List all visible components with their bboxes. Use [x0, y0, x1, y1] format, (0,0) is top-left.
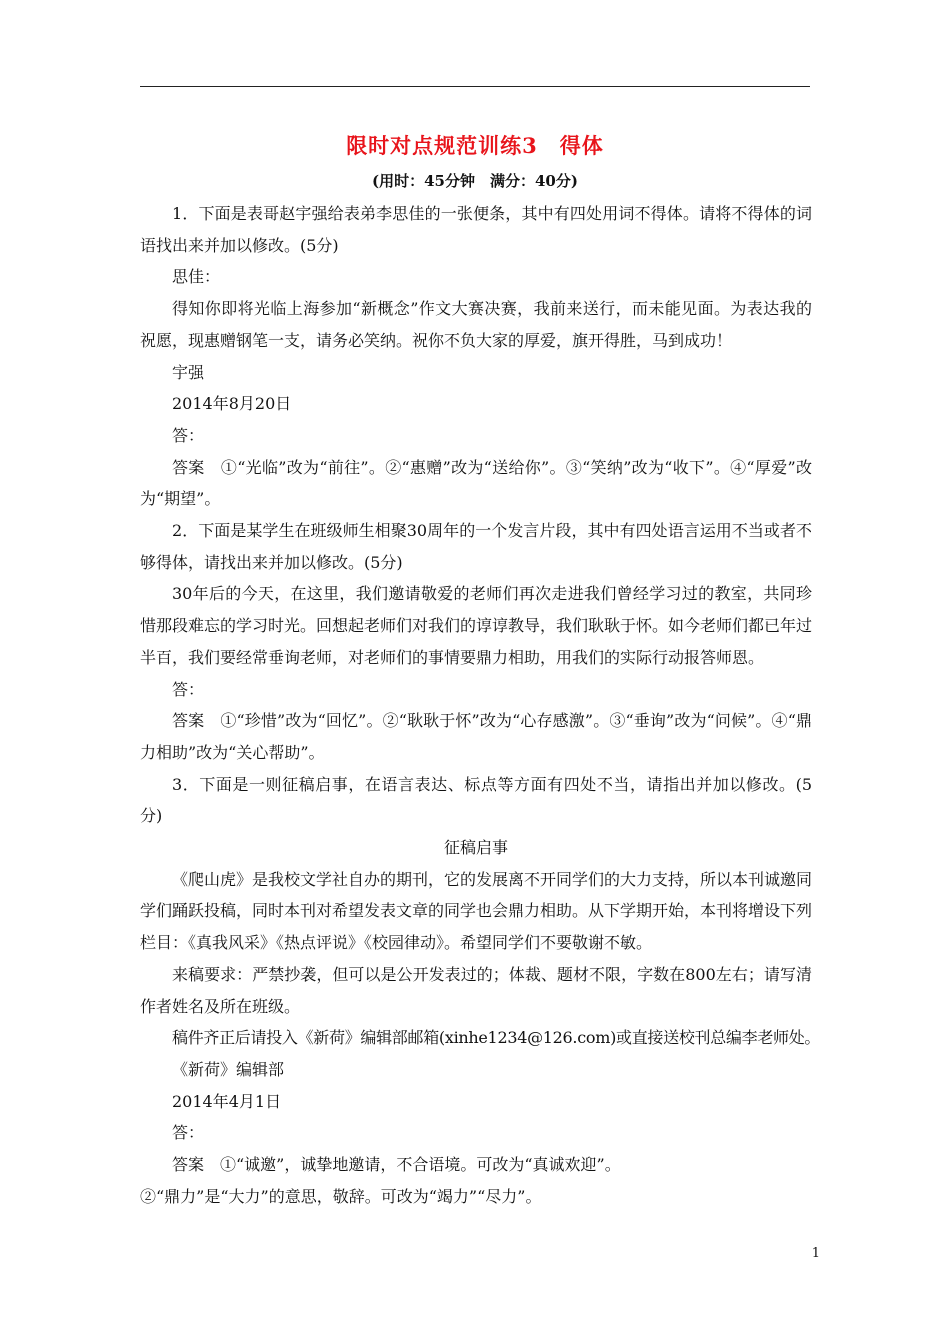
document-body [140, 198, 821, 1213]
header-rule [140, 86, 810, 87]
q3-date: 2014年4月1日 [172, 1091, 282, 1111]
q1-question: 1．下面是表哥赵宇强给表弟李思佳的一张便条，其中有四处用词不得体。请将不得体的词语找出来并加以修改。(5分) [140, 204, 812, 255]
q2-answer-prompt: 答： [172, 679, 205, 699]
q3-answer-1: 答案 ①“诚邀”，诚挚地邀请，不合语境。可改为“真诚欢迎”。 [172, 1155, 621, 1175]
q1-answer: 答案 ①“光临”改为“前往”。②“惠赠”改为“送给你”。③“笑纳”改为“收下”。④“厚爱”改为“期望”。 [140, 457, 812, 509]
q1-salutation: 思佳： [172, 267, 221, 287]
q3-notice-para2: 来稿要求：严禁抄袭，但可以是公开发表过的；体裁、题材不限，字数在800左右；请写清作者姓名及所在班级。 [140, 964, 812, 1016]
q3-question: 3．下面是一则征稿启事，在语言表达、标点等方面有四处不当，请指出并加以修改。(5分) [140, 774, 812, 826]
page-title: 限时对点规范训练3 得体 [346, 133, 604, 158]
q1-note-body: 得知你即将光临上海参加“新概念”作文大赛决赛，我前来送行，而未能见面。为表达我的祝愿，现惠赠钢笔一支，请务必笑纳。祝你不负大家的厚爱，旗开得胜，马到成功！ [140, 299, 812, 350]
q3-notice-title: 征稿启事 [443, 838, 508, 858]
q3-notice-para3: 稿件齐正后请投入《新荷》编辑部邮箱(xinhe1234@126.com)或直接送校刊总编李老师处。 [172, 1028, 821, 1048]
q2-answer: 答案 ①“珍惜”改为“回忆”。②“耿耿于怀”改为“心存感激”。③“垂询”改为“问候”。④“鼎力相助”改为“关心帮助”。 [140, 711, 812, 762]
q3-answer-prompt: 答： [172, 1123, 205, 1143]
q2-question: 2．下面是某学生在班级师生相聚30周年的一个发言片段，其中有四处语言运用不当或者不够得体，请找出来并加以修改。(5分) [140, 521, 812, 572]
page-subtitle: (用时：45分钟 满分：40分) [372, 172, 578, 190]
q1-answer-prompt: 答： [172, 425, 205, 445]
q1-signature: 宇强 [172, 362, 205, 382]
page-number: 1 [811, 1246, 820, 1261]
q1-date: 2014年8月20日 [172, 394, 292, 414]
q3-signature: 《新荷》编辑部 [172, 1059, 285, 1079]
q3-answer-2: ②“鼎力”是“大力”的意思，敬辞。可改为“竭力”“尽力”。 [140, 1186, 542, 1206]
q2-passage: 30年后的今天，在这里，我们邀请敬爱的老师们再次走进我们曾经学习过的教室，共同珍惜那段难忘的学习时光。回想起老师们对我们的谆谆教导，我们耿耿于怀。如今老师们都已年过半百，我们要经常垂询老师，对老师们的事情要鼎力相助，用我们的实际行动报答师恩。 [140, 584, 813, 667]
q3-notice-para1: 《爬山虎》是我校文学社自办的期刊，它的发展离不开同学们的大力支持，所以本刊诚邀同学们踊跃投稿，同时本刊对希望发表文章的同学也会鼎力相助。从下学期开始，本刊将增设下列栏目：《真我风采》《热点评说》《校园律动》。希望同学们不要敬谢不敏。 [140, 869, 813, 953]
